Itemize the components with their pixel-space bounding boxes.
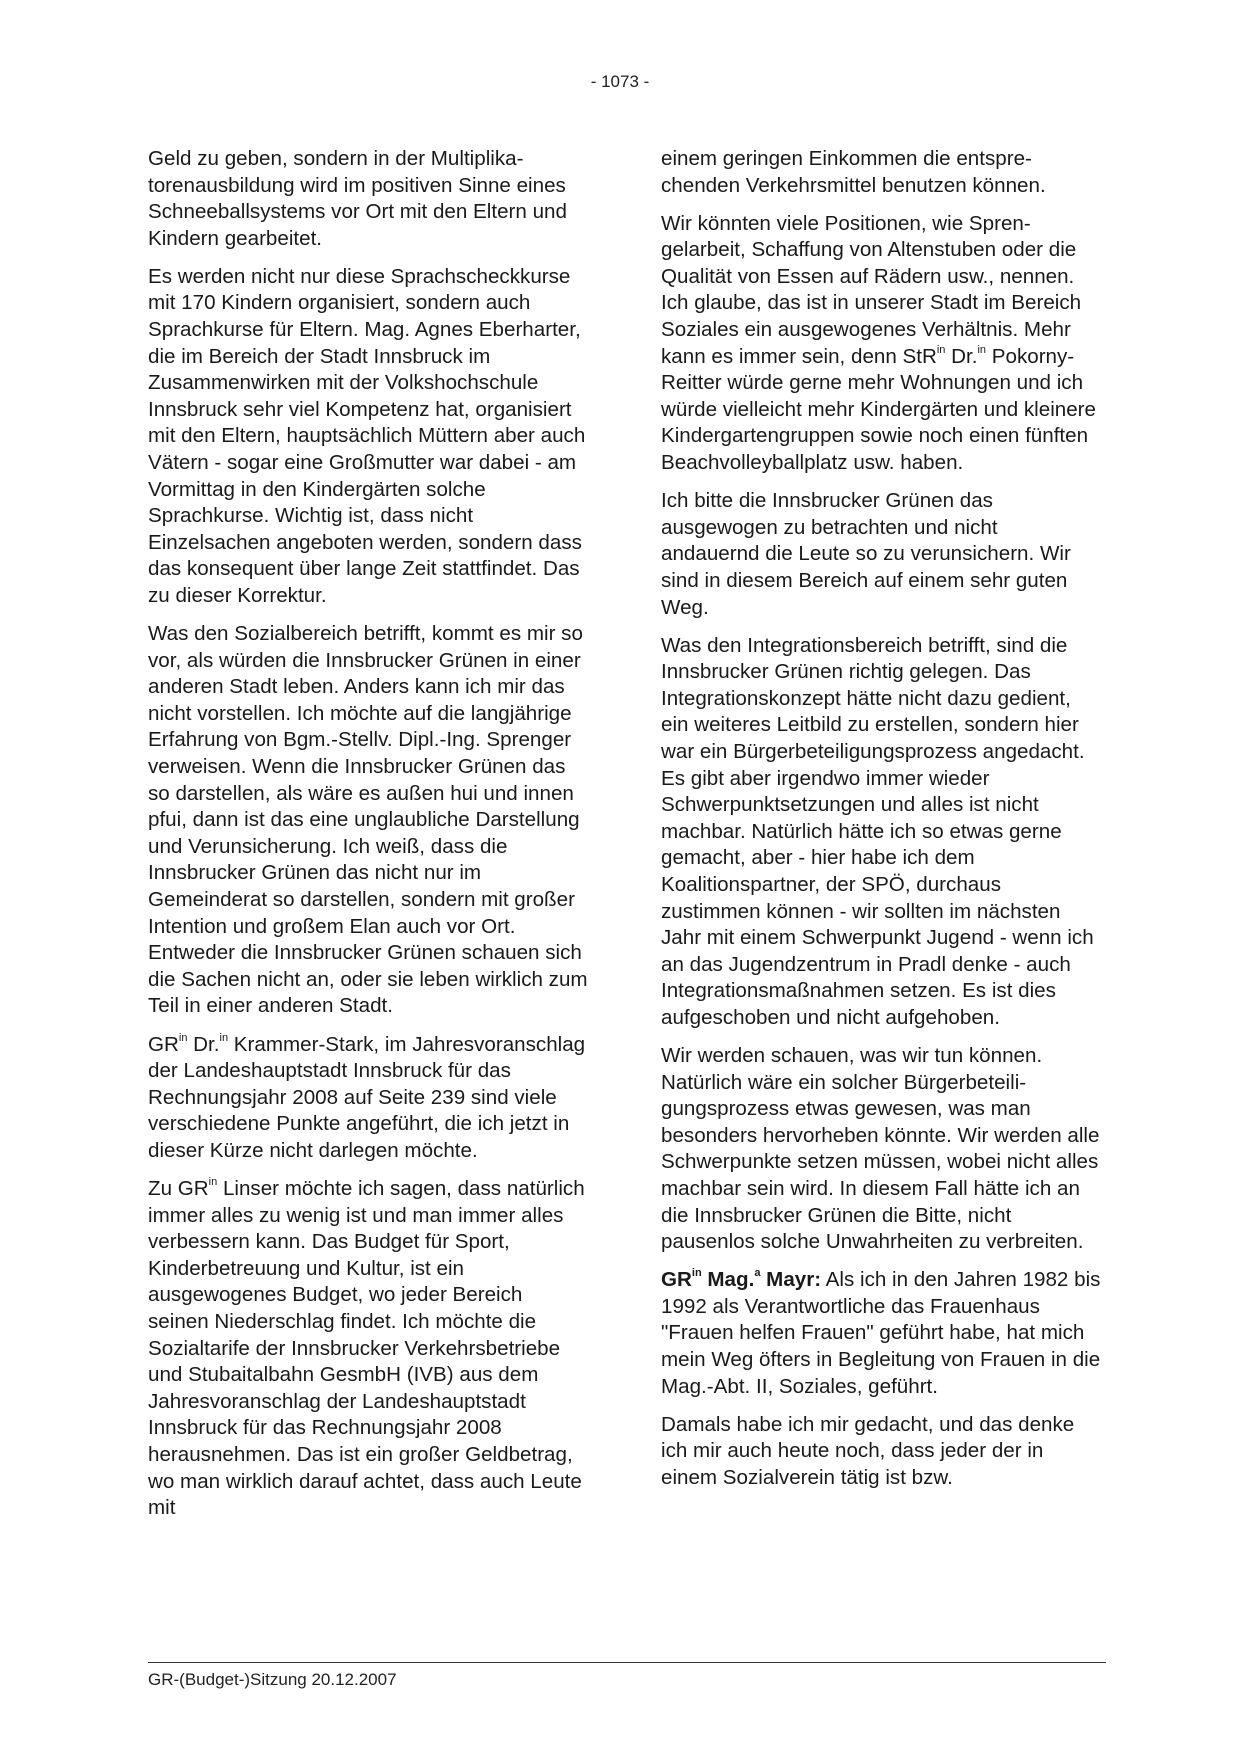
title-dr: Dr. [187,1032,220,1056]
footer-divider [148,1662,1106,1663]
superscript: in [178,1031,188,1044]
paragraph: Geld zu geben, sondern in der Multiplikatorenausbildung wird im positiven Sinne eines Schneeballsystems vor Ort mit den Eltern und Kindern gearbeitet. [148,147,567,250]
superscript: in [977,343,987,356]
paragraph: Wir werden schauen, was wir tun können. Natürlich wäre ein solcher Bürgerbeteiligungsprozess etwas gewesen, was man besonders hervorheben könnte. Wir werden alle Schwerpunkte setzen müssen, wobei nicht alles machbar sein wird. In diesem Fall hätte ich an die Innsbrucker Grünen die Bitte, nicht pausenlos solche Unwahrheiten zu verbreiten. [661,1044,1100,1254]
paragraph [661,1267,1101,1400]
title-gr: GR [148,1032,179,1056]
speaker-gr: GR [661,1268,692,1292]
paragraph-text: Als ich in den Jahren 1982 bis 1992 als Verantwortliche das Frauenhaus "Frauen helfen Frauen" geführt habe, hat mich mein Weg öfters in Begleitung von Frauen in die Mag.-Abt. II, Soziales, geführt. [661,1268,1101,1398]
superscript: in [219,1031,229,1044]
superscript: in [691,1267,702,1280]
paragraph-text: Wir könnten viele Positionen, wie Sprengelarbeit, Schaffung von Altenstuben oder die Qualität von Essen auf Rädern usw., nennen. Ich glaube, das ist in unserer Stadt im Bereich Soziales ein ausgewogenes Verhältnis. Mehr kann es immer sein, denn StR [661,211,1082,368]
paragraph: Damals habe ich mir gedacht, und das denke ich mir auch heute noch, dass jeder der in einem Sozialverein tätig ist bzw. [661,1412,1075,1489]
left-column [148,146,588,1533]
superscript: in [936,343,946,356]
title-dr: Dr. [945,344,978,368]
paragraph-text: Linser möchte ich sagen, dass natürlich immer alles zu wenig ist und man immer alles verbessern kann. Das Budget für Sport, Kinderbetreuung und Kultur, ist ein ausgewogenes Budget, wo jeder Bereich seinen Niederschlag findet. Ich möchte die Sozialtarife der Innsbrucker Verkehrsbetriebe und Stubaitalbahn GesmbH (IVB) aus dem Jahresvoranschlag der Landeshauptstadt Innsbruck für das Rechnungsjahr 2008 herausnehmen. Das ist ein großer Geldbetrag, wo man wirklich darauf achtet, dass auch Leute mit [148,1176,585,1520]
right-column [661,146,1101,1503]
superscript: in [208,1176,218,1189]
page-number: - 1073 - [590,72,650,91]
paragraph: Ich bitte die Innsbrucker Grünen das ausgewogen zu betrachten und nicht andauernd die Leute so zu verunsichern. Wir sind in diesem Bereich auf einem sehr guten Weg. [661,489,1071,619]
paragraph [148,1032,588,1165]
paragraph: Es werden nicht nur diese Sprachscheckkurse mit 170 Kindern organisiert, sondern auch Sprachkurse für Eltern. Mag. Agnes Eberharter, die im Bereich der Stadt Innsbruck im Zusammenwirken mit der Volkshochschule Innsbruck sehr viel Kompetenz hat, organisiert mit den Eltern, hauptsächlich Müttern aber auch Vätern - sogar eine Großmutter war dabei - am Vormittag in den Kindergärten solche Sprachkurse. Wichtig ist, dass nicht Einzelsachen angeboten werden, sondern dass das konsequent über lange Zeit stattfindet. Das zu dieser Korrektur. [148,264,586,607]
paragraph-text: Pokorny-Reitter würde gerne mehr Wohnungen und ich würde vielleicht mehr Kindergärten und kleinere Kindergartengruppen sowie noch einen fünften Beachvolleyballplatz usw. haben. [661,344,1096,475]
speaker-mag: Mag. [701,1268,755,1292]
speaker-surname: Mayr: [760,1268,822,1292]
paragraph: Was den Sozialbereich betrifft, kommt es mir so vor, als würden die Innsbrucker Grünen in einer anderen Stadt leben. Anders kann ich mir das nicht vorstellen. Ich möchte auf die langjährige Erfahrung von Bgm.-Stellv. Dipl.-Ing. Sprenger verweisen. Wenn die Innsbrucker Grünen das so darstellen, als wäre es außen hui und innen pfui, dann ist das eine unglaubliche Darstellung und Verunsicherung. Ich weiß, dass die Innsbrucker Grünen das nicht nur im Gemeinderat so darstellen, sondern mit großer Intention und großem Elan auch vor Ort. Entweder die Innsbrucker Grünen schauen sich die Sachen nicht an, oder sie leben wirklich zum Teil in einer anderen Stadt. [148,622,588,1018]
paragraph: Was den Integrationsbereich betrifft, sind die Innsbrucker Grünen richtig gelegen. Das Integrationskonzept hätte nicht dazu gedient, ein weiteres Leitbild zu erstellen, sondern hier war ein Bürgerbeteiligungsprozess angedacht. Es gibt aber irgendwo immer wieder Schwerpunktsetzungen und alles ist nicht machbar. Natürlich hätte ich so etwas gerne gemacht, aber - hier habe ich dem Koalitionspartner, der SPÖ, durchaus zustimmen können - wir sollten im nächsten Jahr mit einem Schwerpunkt Jugend - wenn ich an das Jugendzentrum in Pradl denke - auch Integrationsmaßnahmen setzen. Es ist dies aufgeschoben und nicht aufgehoben. [661,633,1094,1029]
paragraph-text: Zu GR [148,1176,209,1200]
paragraph: einem geringen Einkommen die entsprechenden Verkehrsmittel benutzen können. [661,147,1046,197]
paragraph [148,1176,588,1522]
superscript: a [754,1267,761,1280]
footer-text: GR-(Budget-)Sitzung 20.12.2007 [148,1670,397,1689]
speaker-name [661,1268,821,1291]
paragraph [661,211,1101,477]
paragraph-text: Krammer-Stark, im Jahresvoranschlag der Landeshauptstadt Innsbruck für das Rechnungsjahr 2008 auf Seite 239 sind viele verschiedene Punkte angeführt, die ich jetzt in dieser Kürze nicht darlegen möchte. [148,1032,586,1162]
